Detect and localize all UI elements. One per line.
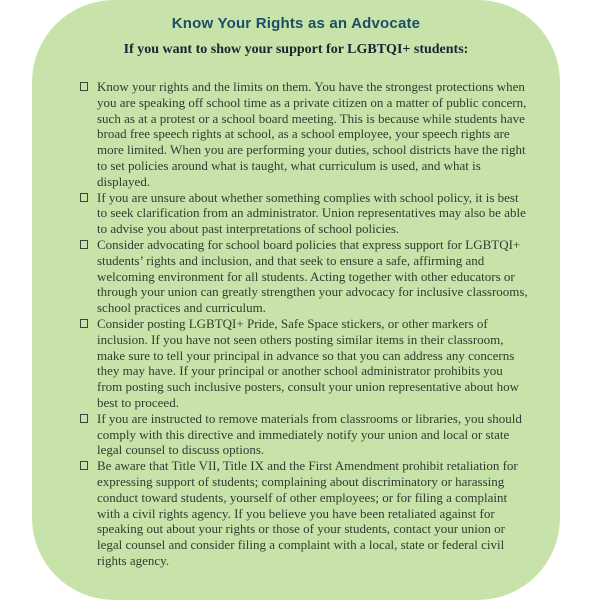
square-bullet-icon [80, 193, 88, 202]
list-item [80, 458, 530, 569]
square-bullet-icon [80, 414, 88, 423]
list-item-text: Consider advocating for school board policies that express support for LGBTQI+ students’ rights and inclusion, and that seek to ensure a safe, affirming and welcoming environment for all students. Acting together with other educators or through your union can greatly strengthen your advocacy for inclusive classrooms, school practices and curriculum. [97, 236, 528, 316]
list-item-text: If you are unsure about whether something complies with school policy, it is best to seek clarification from an administrator. Union representatives may also be able to advise you about past interpretations of school policies. [97, 189, 526, 237]
square-bullet-icon [80, 82, 88, 91]
square-bullet-icon [80, 319, 88, 328]
list-item [80, 411, 530, 458]
list-item-text: If you are instructed to remove materials from classrooms or libraries, you should comply with this directive and immediately notify your union and local or state legal counsel to discuss options. [97, 410, 522, 458]
list-item [80, 237, 530, 316]
list-item-text: Consider posting LGBTQI+ Pride, Safe Space stickers, or other markers of inclusion. If you have not seen others posting similar items in their classroom, make sure to tell your principal in advance so that you can address any concerns they may have. If your principal or another school administrator prohibits you from posting such inclusive posters, consult your union representative about how best to proceed. [97, 315, 520, 410]
square-bullet-icon [80, 240, 88, 249]
page-subtitle: If you want to show your support for LGBTQI+ students: [123, 42, 469, 57]
square-bullet-icon [80, 461, 88, 470]
rights-advocate-card [32, 0, 560, 600]
list-item-text: Be aware that Title VII, Title IX and the First Amendment prohibit retaliation for expressing support of students; complaining about discriminatory or harassing conduct toward students, yourself of other employees; or for filing a complaint with a civil rights agency. If you believe you have been retaliated against for speaking out about your rights or those of your students, contact your union or legal counsel and consider filing a complaint with a local, state or federal civil rights agency. [97, 458, 518, 568]
list-item [80, 316, 530, 411]
list-item-text: Know your rights and the limits on them. You have the strongest protections when you are speaking off school time as a private citizen on a matter of public concern, such as at a protest or a school board meeting. This is because while students have broad free speech rights at school, as a school employee, your speech rights are more limited. When you are performing your duties, school districts have the right to set policies around what is taught, what curriculum is used, and what is displayed. [97, 79, 527, 189]
list-item [80, 79, 530, 190]
page-title: Know Your Rights as an Advocate [171, 15, 421, 32]
list-item [80, 190, 530, 237]
rights-bullet-list [32, 79, 560, 569]
